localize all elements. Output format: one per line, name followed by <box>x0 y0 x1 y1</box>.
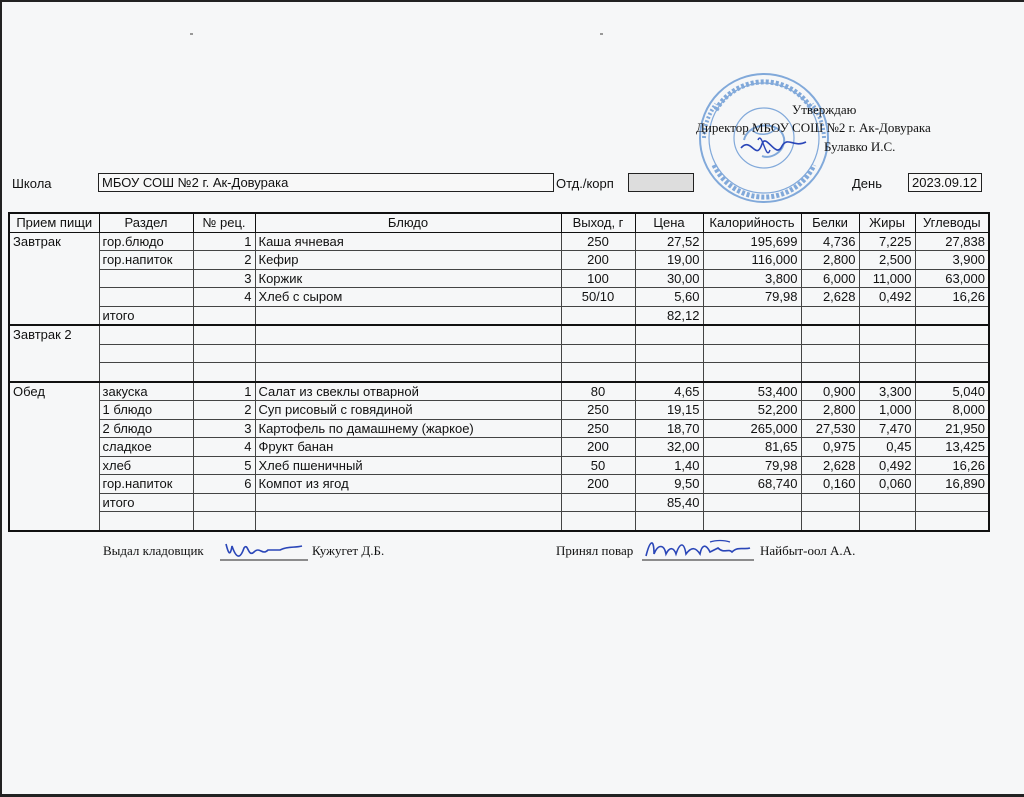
recipe-number-cell: 2 <box>193 401 255 420</box>
dish-cell: Салат из свеклы отварной <box>255 382 561 401</box>
cook-signature-icon <box>640 534 756 564</box>
fat-cell <box>859 344 915 363</box>
yield-cell <box>561 512 635 531</box>
section-cell: итого <box>99 493 193 512</box>
price-cell: 32,00 <box>635 438 703 457</box>
price-cell <box>635 363 703 382</box>
dish-cell: Хлеб пшеничный <box>255 456 561 475</box>
fat-cell <box>859 493 915 512</box>
dish-cell <box>255 493 561 512</box>
recipe-number-cell: 4 <box>193 438 255 457</box>
protein-cell <box>801 325 859 344</box>
meal-name-cell: Обед <box>9 382 99 531</box>
column-header: Раздел <box>99 213 193 232</box>
protein-cell <box>801 363 859 382</box>
approve-name: Булавко И.С. <box>824 139 896 154</box>
calories-cell: 3,800 <box>703 269 801 288</box>
yield-cell: 200 <box>561 251 635 270</box>
column-header: Жиры <box>859 213 915 232</box>
recipe-number-cell <box>193 306 255 325</box>
section-cell: гор.напиток <box>99 475 193 494</box>
price-cell: 85,40 <box>635 493 703 512</box>
section-cell <box>99 269 193 288</box>
table-row <box>9 456 989 475</box>
table-row <box>9 419 989 438</box>
carbs-cell <box>915 512 989 531</box>
menu-table <box>8 212 990 532</box>
fat-cell <box>859 512 915 531</box>
section-cell <box>99 288 193 307</box>
calories-cell <box>703 325 801 344</box>
column-header: Блюдо <box>255 213 561 232</box>
fat-cell <box>859 363 915 382</box>
dish-cell: Компот из ягод <box>255 475 561 494</box>
section-cell <box>99 344 193 363</box>
dish-cell: Фрукт банан <box>255 438 561 457</box>
calories-cell: 116,000 <box>703 251 801 270</box>
protein-cell: 2,628 <box>801 288 859 307</box>
dish-cell: Каша ячневая <box>255 232 561 251</box>
protein-cell <box>801 306 859 325</box>
storekeeper-signature-icon <box>218 538 310 566</box>
recipe-number-cell: 6 <box>193 475 255 494</box>
calories-cell <box>703 306 801 325</box>
yield-cell <box>561 325 635 344</box>
approve-heading: Утверждаю <box>792 102 857 117</box>
calories-cell: 81,65 <box>703 438 801 457</box>
fat-cell: 2,500 <box>859 251 915 270</box>
recipe-number-cell: 3 <box>193 269 255 288</box>
fat-cell: 3,300 <box>859 382 915 401</box>
recipe-number-cell: 1 <box>193 382 255 401</box>
yield-cell: 80 <box>561 382 635 401</box>
calories-cell: 265,000 <box>703 419 801 438</box>
fat-cell: 0,492 <box>859 456 915 475</box>
protein-cell: 6,000 <box>801 269 859 288</box>
section-cell <box>99 325 193 344</box>
table-row <box>9 363 989 382</box>
day-field: 2023.09.12 <box>908 173 982 192</box>
dish-cell: Картофель по дамашнему (жаркое) <box>255 419 561 438</box>
official-stamp-icon <box>696 70 832 206</box>
meal-name-cell: Завтрак 2 <box>9 325 99 382</box>
protein-cell: 0,160 <box>801 475 859 494</box>
price-cell <box>635 325 703 344</box>
school-label: Школа <box>12 176 52 191</box>
carbs-cell <box>915 325 989 344</box>
dish-cell: Хлеб с сыром <box>255 288 561 307</box>
price-cell: 1,40 <box>635 456 703 475</box>
recipe-number-cell <box>193 512 255 531</box>
calories-cell: 52,200 <box>703 401 801 420</box>
carbs-cell: 8,000 <box>915 401 989 420</box>
table-row <box>9 288 989 307</box>
carbs-cell: 3,900 <box>915 251 989 270</box>
yield-cell: 50/10 <box>561 288 635 307</box>
price-cell: 4,65 <box>635 382 703 401</box>
column-header: Калорийность <box>703 213 801 232</box>
carbs-cell: 63,000 <box>915 269 989 288</box>
carbs-cell <box>915 306 989 325</box>
section-cell: закуска <box>99 382 193 401</box>
fat-cell: 11,000 <box>859 269 915 288</box>
section-cell: 1 блюдо <box>99 401 193 420</box>
protein-cell: 0,975 <box>801 438 859 457</box>
yield-cell: 250 <box>561 232 635 251</box>
yield-cell: 250 <box>561 401 635 420</box>
dish-cell <box>255 325 561 344</box>
scan-speck <box>600 33 603 35</box>
price-cell: 18,70 <box>635 419 703 438</box>
table-row <box>9 306 989 325</box>
table-row <box>9 382 989 401</box>
recipe-number-cell: 4 <box>193 288 255 307</box>
dept-field <box>628 173 694 192</box>
protein-cell <box>801 493 859 512</box>
column-header: Углеводы <box>915 213 989 232</box>
table-row <box>9 475 989 494</box>
table-row <box>9 512 989 531</box>
dish-cell <box>255 363 561 382</box>
section-cell: сладкое <box>99 438 193 457</box>
scan-border-left <box>0 0 2 797</box>
fat-cell: 0,492 <box>859 288 915 307</box>
fat-cell: 0,060 <box>859 475 915 494</box>
price-cell <box>635 512 703 531</box>
table-row <box>9 344 989 363</box>
calories-cell: 53,400 <box>703 382 801 401</box>
table-row <box>9 493 989 512</box>
table-header-row <box>9 213 989 232</box>
carbs-cell <box>915 344 989 363</box>
section-cell: итого <box>99 306 193 325</box>
yield-cell <box>561 306 635 325</box>
meal-name-cell: Завтрак <box>9 232 99 325</box>
recipe-number-cell <box>193 325 255 344</box>
table-row <box>9 325 989 344</box>
fat-cell <box>859 306 915 325</box>
calories-cell: 68,740 <box>703 475 801 494</box>
issued-name: Кужугет Д.Б. <box>312 543 385 558</box>
price-cell: 19,00 <box>635 251 703 270</box>
carbs-cell: 13,425 <box>915 438 989 457</box>
recipe-number-cell: 2 <box>193 251 255 270</box>
price-cell: 82,12 <box>635 306 703 325</box>
table-row <box>9 232 989 251</box>
price-cell: 9,50 <box>635 475 703 494</box>
protein-cell: 2,800 <box>801 401 859 420</box>
issued-label: Выдал кладовщик <box>103 543 204 558</box>
section-cell <box>99 512 193 531</box>
section-cell: гор.напиток <box>99 251 193 270</box>
fat-cell: 0,45 <box>859 438 915 457</box>
fat-cell: 7,225 <box>859 232 915 251</box>
received-name: Найбыт-оол А.А. <box>760 543 856 558</box>
calories-cell <box>703 512 801 531</box>
fat-cell: 1,000 <box>859 401 915 420</box>
section-cell: 2 блюдо <box>99 419 193 438</box>
protein-cell: 2,800 <box>801 251 859 270</box>
section-cell: хлеб <box>99 456 193 475</box>
carbs-cell <box>915 493 989 512</box>
carbs-cell: 21,950 <box>915 419 989 438</box>
yield-cell: 50 <box>561 456 635 475</box>
calories-cell <box>703 363 801 382</box>
recipe-number-cell: 5 <box>193 456 255 475</box>
table-row <box>9 438 989 457</box>
column-header: № рец. <box>193 213 255 232</box>
recipe-number-cell: 1 <box>193 232 255 251</box>
section-cell <box>99 363 193 382</box>
dish-cell <box>255 344 561 363</box>
day-label: День <box>852 176 882 191</box>
carbs-cell: 16,26 <box>915 456 989 475</box>
received-label: Принял повар <box>556 543 634 558</box>
approve-director: Директор МБОУ СОШ №2 г. Ак-Довурака <box>696 120 931 135</box>
column-header: Цена <box>635 213 703 232</box>
price-cell: 30,00 <box>635 269 703 288</box>
yield-cell: 200 <box>561 438 635 457</box>
yield-cell <box>561 363 635 382</box>
dish-cell: Кефир <box>255 251 561 270</box>
carbs-cell: 27,838 <box>915 232 989 251</box>
price-cell: 27,52 <box>635 232 703 251</box>
calories-cell: 79,98 <box>703 456 801 475</box>
price-cell: 5,60 <box>635 288 703 307</box>
protein-cell: 27,530 <box>801 419 859 438</box>
section-cell: гор.блюдо <box>99 232 193 251</box>
column-header: Белки <box>801 213 859 232</box>
yield-cell <box>561 344 635 363</box>
yield-cell: 250 <box>561 419 635 438</box>
table-row <box>9 251 989 270</box>
scan-border-top <box>0 0 1024 2</box>
calories-cell <box>703 493 801 512</box>
yield-cell: 200 <box>561 475 635 494</box>
dish-cell <box>255 512 561 531</box>
yield-cell <box>561 493 635 512</box>
column-header: Прием пищи <box>9 213 99 232</box>
dish-cell: Суп рисовый с говядиной <box>255 401 561 420</box>
dish-cell: Коржик <box>255 269 561 288</box>
recipe-number-cell <box>193 363 255 382</box>
calories-cell: 195,699 <box>703 232 801 251</box>
protein-cell <box>801 512 859 531</box>
carbs-cell: 16,890 <box>915 475 989 494</box>
fat-cell: 7,470 <box>859 419 915 438</box>
fat-cell <box>859 325 915 344</box>
recipe-number-cell: 3 <box>193 419 255 438</box>
protein-cell: 2,628 <box>801 456 859 475</box>
price-cell <box>635 344 703 363</box>
column-header: Выход, г <box>561 213 635 232</box>
calories-cell <box>703 344 801 363</box>
dept-label: Отд./корп <box>556 176 614 191</box>
protein-cell: 0,900 <box>801 382 859 401</box>
table-row <box>9 401 989 420</box>
carbs-cell: 5,040 <box>915 382 989 401</box>
carbs-cell <box>915 363 989 382</box>
protein-cell <box>801 344 859 363</box>
scan-speck <box>190 33 193 35</box>
calories-cell: 79,98 <box>703 288 801 307</box>
school-field: МБОУ СОШ №2 г. Ак-Довурака <box>98 173 554 192</box>
carbs-cell: 16,26 <box>915 288 989 307</box>
table-row <box>9 269 989 288</box>
dish-cell <box>255 306 561 325</box>
recipe-number-cell <box>193 344 255 363</box>
recipe-number-cell <box>193 493 255 512</box>
yield-cell: 100 <box>561 269 635 288</box>
protein-cell: 4,736 <box>801 232 859 251</box>
price-cell: 19,15 <box>635 401 703 420</box>
